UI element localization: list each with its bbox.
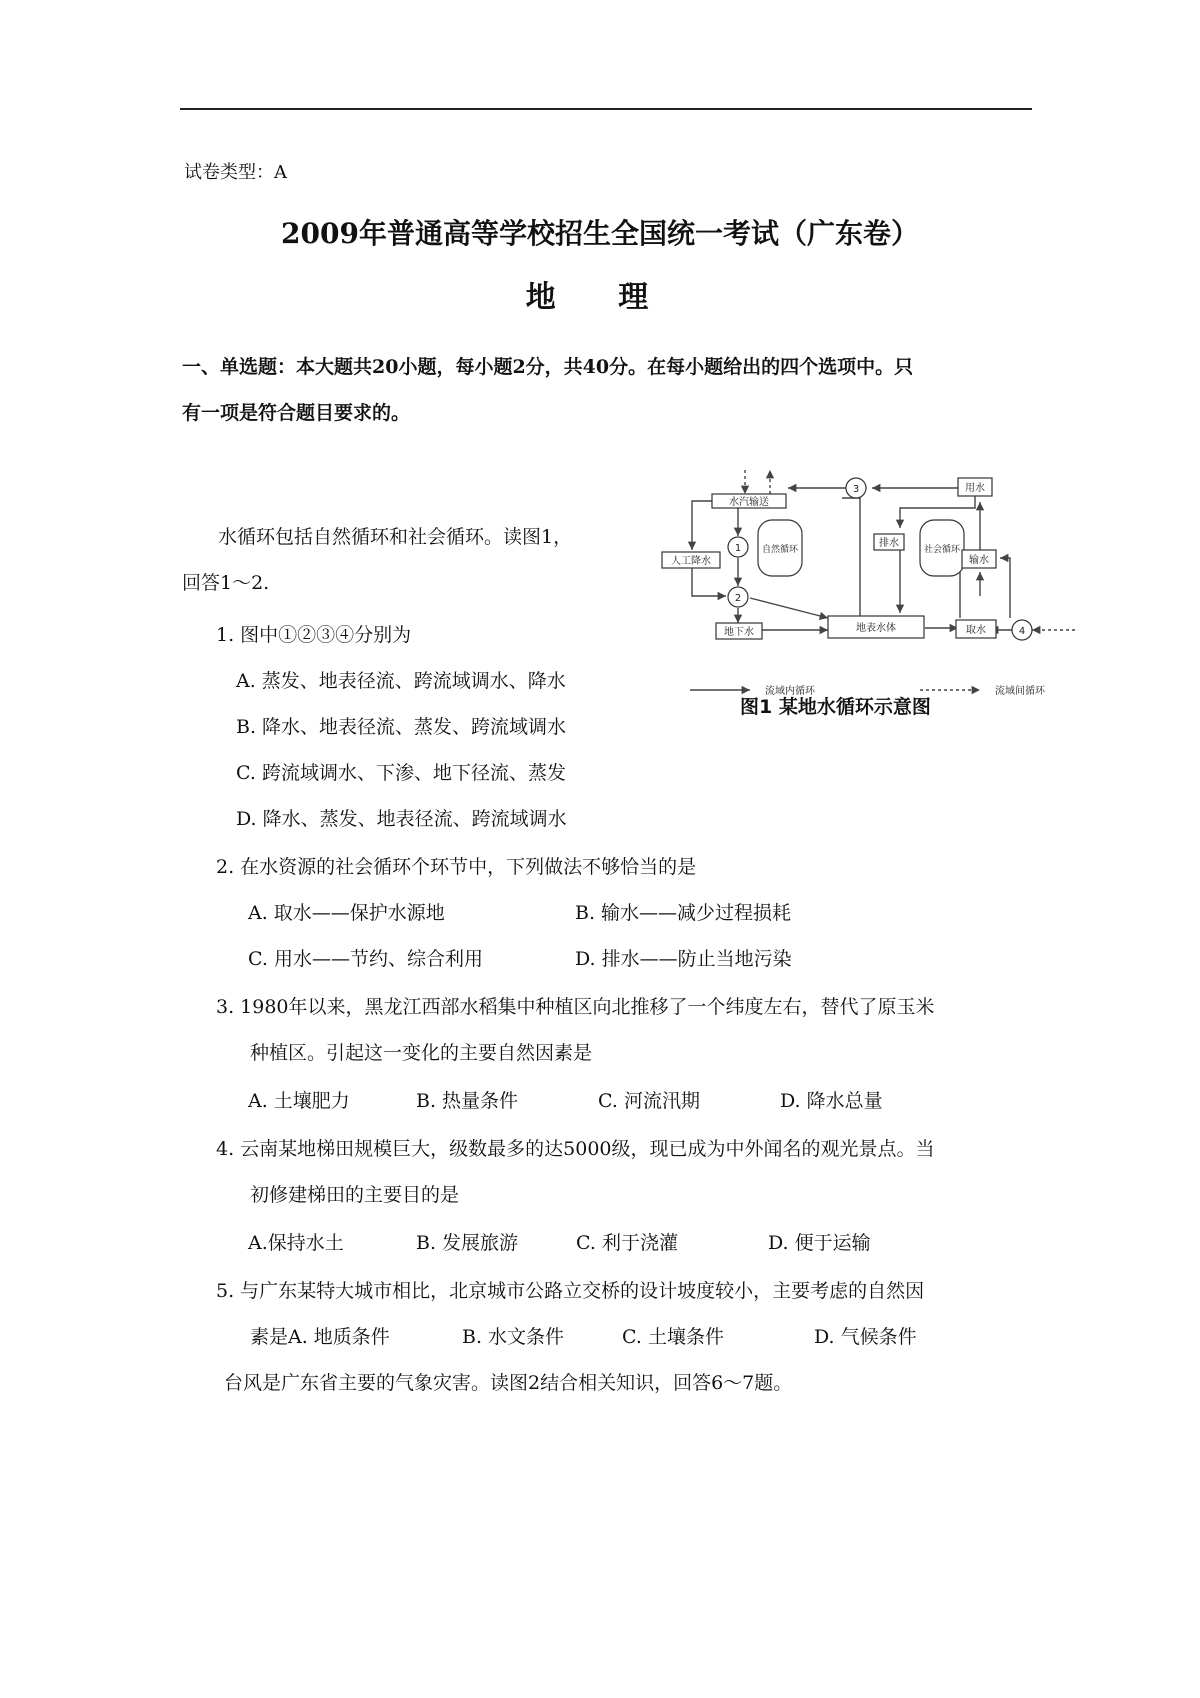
- q2-option-c: C. 用水——节约、综合利用: [248, 948, 483, 970]
- q5-option-c: C. 土壤条件: [622, 1326, 724, 1348]
- q3-option-a: A. 土壤肥力: [248, 1090, 350, 1112]
- node-3: 3: [852, 484, 860, 495]
- q1-option-a: A. 蒸发、地表径流、跨流域调水、降水: [236, 670, 566, 692]
- paper-type: 试卷类型：A: [184, 162, 287, 183]
- legend-inner: 流域内循环: [765, 686, 815, 697]
- q3-stem-cont: 种植区。引起这一变化的主要自然因素是: [250, 1042, 593, 1064]
- node-4: 4: [1018, 626, 1026, 637]
- intro1-line2: 回答1～2.: [182, 572, 270, 594]
- box-groundwater: 地下水: [724, 627, 754, 638]
- q1-option-b: B. 降水、地表径流、蒸发、跨流域调水: [236, 716, 567, 738]
- figure1-caption: 图1 某地水循环示意图: [740, 696, 931, 718]
- q4-stem: 4. 云南某地梯田规模巨大，级数最多的达5000级，现已成为中外闻名的观光景点。当: [216, 1138, 935, 1160]
- q3-stem: 3. 1980年以来，黑龙江西部水稻集中种植区向北推移了一个纬度左右，替代了原玉米: [216, 996, 935, 1018]
- q4-option-b: B. 发展旅游: [416, 1232, 519, 1254]
- q2-option-d: D. 排水——防止当地污染: [575, 948, 792, 970]
- q1-option-d: D. 降水、蒸发、地表径流、跨流域调水: [236, 808, 567, 830]
- q3-option-c: C. 河流汛期: [598, 1090, 700, 1112]
- q3-option-b: B. 热量条件: [416, 1090, 519, 1112]
- q5-stem-cont: 素是A. 地质条件: [250, 1326, 390, 1348]
- q4-option-a: A.保持水土: [248, 1232, 344, 1254]
- subject-title: 地 理: [525, 280, 675, 315]
- node-1: 1: [734, 543, 742, 554]
- q5-option-d: D. 气候条件: [814, 1326, 917, 1348]
- q2-option-a: A. 取水——保护水源地: [248, 902, 445, 924]
- box-artificial-rain: 人工降水: [671, 556, 711, 567]
- intro2: 台风是广东省主要的气象灾害。读图2结合相关知识，回答6～7题。: [224, 1372, 793, 1394]
- q2-stem: 2. 在水资源的社会循环个环节中，下列做法不够恰当的是: [216, 856, 697, 878]
- section-instructions-line1: 一、单选题：本大题共20小题，每小题2分，共40分。在每小题给出的四个选项中。只: [182, 356, 914, 378]
- box-intake: 取水: [966, 625, 986, 636]
- q5-stem: 5. 与广东某特大城市相比，北京城市公路立交桥的设计坡度较小，主要考虑的自然因: [216, 1280, 925, 1302]
- node-2: 2: [734, 593, 742, 604]
- header-rule: [180, 108, 1032, 110]
- box-drain: 排水: [879, 538, 899, 549]
- intro1-line1: 水循环包括自然循环和社会循环。读图1，: [218, 526, 573, 548]
- water-cycle-diagram: [660, 468, 1080, 718]
- box-vapor: 水汽输送: [729, 497, 769, 508]
- exam-title: 2009年普通高等学校招生全国统一考试（广东卷）: [281, 217, 919, 250]
- box-transport: 输水: [969, 555, 989, 566]
- box-surface: 地表水体: [856, 623, 896, 634]
- q3-option-d: D. 降水总量: [780, 1090, 883, 1112]
- box-social: 社会循环: [923, 545, 961, 555]
- q2-option-b: B. 输水——减少过程损耗: [575, 902, 792, 924]
- legend-inter: 流域间循环: [995, 686, 1045, 697]
- q4-option-c: C. 利于浇灌: [576, 1232, 678, 1254]
- box-natural: 自然循环: [761, 545, 799, 555]
- box-use: 用水: [965, 483, 985, 494]
- q1-option-c: C. 跨流域调水、下渗、地下径流、蒸发: [236, 762, 566, 784]
- q4-stem-cont: 初修建梯田的主要目的是: [250, 1184, 460, 1206]
- q4-option-d: D. 便于运输: [768, 1232, 871, 1254]
- section-instructions-line2: 有一项是符合题目要求的。: [182, 402, 411, 424]
- q5-option-b: B. 水文条件: [462, 1326, 565, 1348]
- q1-stem: 1. 图中①②③④分别为: [216, 624, 412, 646]
